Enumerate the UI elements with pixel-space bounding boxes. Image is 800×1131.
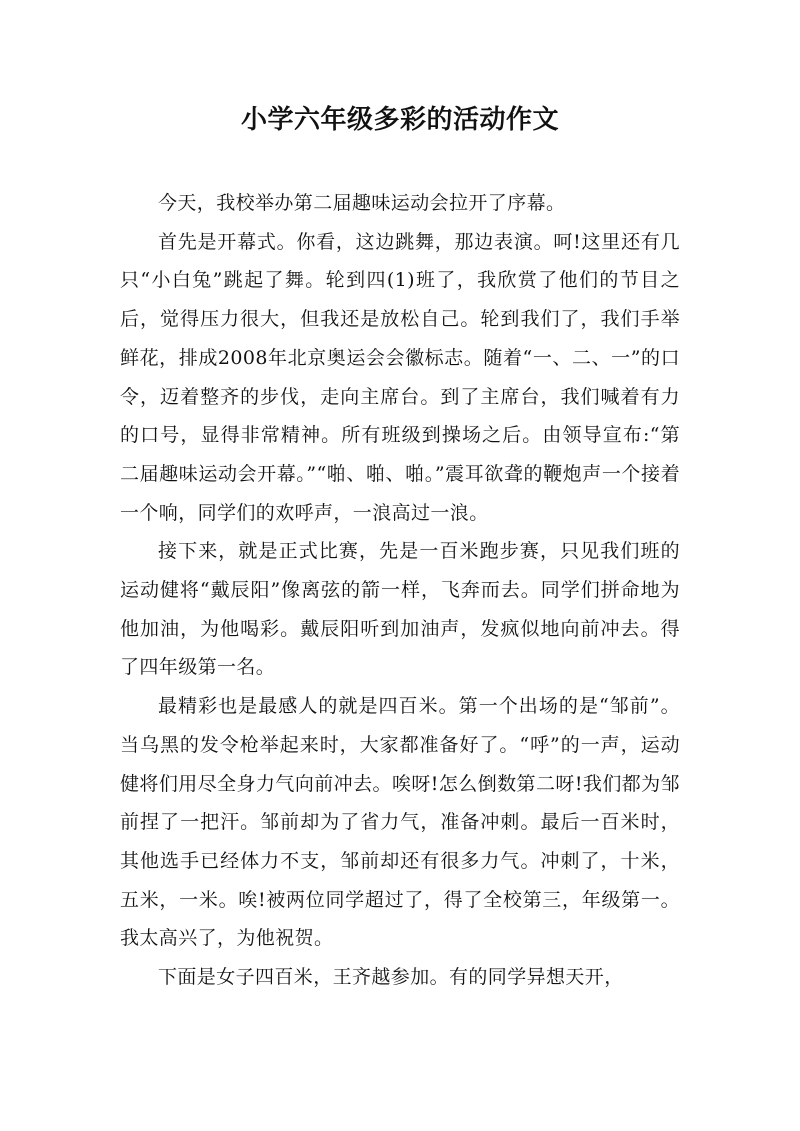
- paragraph: 首先是开幕式。你看，这边跳舞，那边表演。呵!这里还有几只“小白兔”跳起了舞。轮到四(1)班了，我欣赏了他们的节目之后，觉得压力很大，但我还是放松自己。轮到我们了，我们手举鲜花，排成2008年北京奥运会会徽标志。随着“一、二、一”的口令，迈着整齐的步伐，走向主席台。到了主席台，我们喊着有力的口号，显得非常精神。所有班级到操场之后。由领导宣布:“第二届趣味运动会开幕。”“啪、啪、啪。”震耳欲聋的鞭炮声一个接着一个响，同学们的欢呼声，一浪高过一浪。: [120, 230, 680, 524]
- paragraph: 今天，我校举办第二届趣味运动会拉开了序幕。: [158, 192, 566, 214]
- document-title: 小学六年级多彩的活动作文: [240, 105, 559, 135]
- paragraph: 接下来，就是正式比赛，先是一百米跑步赛，只见我们班的运动健将“戴辰阳”像离弦的箭一样，飞奔而去。同学们拼命地为他加油，为他喝彩。戴辰阳听到加油声，发疯似地向前冲去。得了四年级第一名。: [120, 540, 680, 679]
- document-body: [120, 184, 680, 997]
- paragraph: 下面是女子四百米，王齐越参加。有的同学异想天开，: [158, 966, 624, 989]
- paragraph: 最精彩也是最感人的就是四百米。第一个出场的是“邹前”。当乌黑的发令枪举起来时，大家都准备好了。“呼”的一声，运动健将们用尽全身力气向前冲去。唉呀!怎么倒数第二呀!我们都为邹前捏了一把汗。邹前却为了省力气，准备冲刺。最后一百米时，其他选手已经体力不支，邹前却还有很多力气。冲刺了，十米，五米，一米。唉!被两位同学超过了，得了全校第三，年级第一。我太高兴了，为他祝贺。: [120, 695, 680, 950]
